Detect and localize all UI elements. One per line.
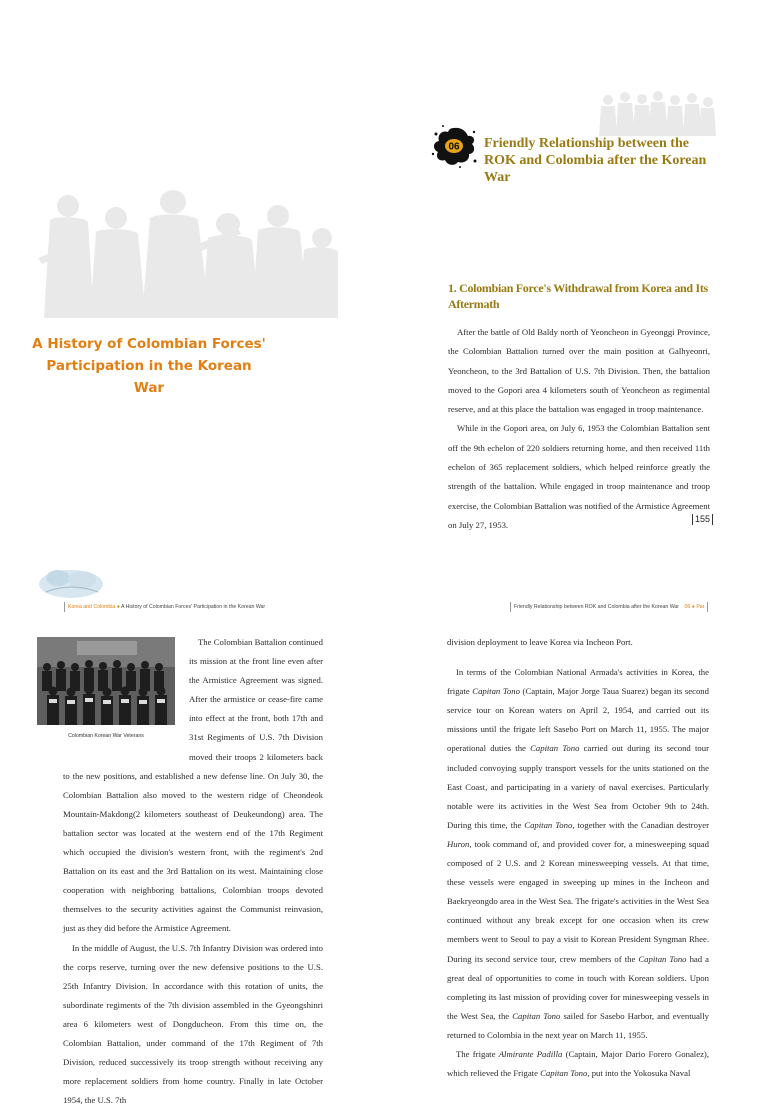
chapter-number: 06 <box>448 142 460 153</box>
running-header-right <box>510 602 708 612</box>
paragraph: In terms of the Colombian National Armada's activities in Korea, the frigate Capitan Tono (Captain, Major Jorge Taua Suarez) began its second service tour on Korean waters on April 2, 1954, and carried out its missions until the frigate left Sasebo Port on March 11, 1955. The major operational duties the Capitan Tono carried out during its second tour included convoying supply transport vessels for the units stationed on the East Coast, and participating in a variety of naval exercises. Particularly notable were its activities in the West Sea from October 9th to 24th. During this time, the Capitan Tono, together with the Canadian destroyer Huron, took command of, and provided cover for, a minesweeping squad composed of 2 U.S. and 2 Korean minesweeping vessels. At that time, these vessels were engaged in sweeping up mines in the Incheon and Baekryeongdo area in the West Sea. The frigate's activities in the West Sea continued without any break except for one occasion when its crew members went to Seoul to pay a visit to Korean President Syngman Rhee. During its second service tour, crew members of the Capitan Tono had a great deal of opportunities to come in touch with Korean soldiers. Upon completing its last mission of providing cover for minesweeping vessels in the West Sea, the Capitan Tono sailed for Sasebo Harbor, and eventually returned to Colombia in the next year on March 11, 1955. <box>447 663 709 1045</box>
paragraph: In the middle of August, the U.S. 7th Infantry Division was ordered into the corps reserve, turning over the new defensive positions to the U.S. 25th Infantry Division. In accordance with this rotation of units, the subordinate regiments of the 7th division assembled in the Gyeongshinri area 6 kilometers west of Dongducheon. From this time on, the Colombian Battalion, under command of the 17th Regiment of 7th Division, reduced successively its troop strength without receiving any more replacement soldiers from home country. Finally in late October 1954, the U.S. 7th <box>63 939 323 1110</box>
soldiers-silhouette-large <box>38 188 338 318</box>
header-chapter-title: Friendly Relationship between ROK and Colombia after the Korean War <box>514 604 679 610</box>
book-title <box>30 333 268 399</box>
page-number: 155 <box>692 514 713 525</box>
header-chapter-number: 06 <box>684 604 690 610</box>
section-title: 1. Colombian Force's Withdrawal from Korea and Its Aftermath <box>448 280 713 312</box>
chapter-title: Friendly Relationship between the ROK and Colombia after the Korean War <box>484 135 714 186</box>
bullet-icon: ● <box>692 604 695 610</box>
bullet-icon: ● <box>117 604 120 610</box>
header-book-name: Korea and Colombia <box>68 604 115 610</box>
chapter-badge <box>430 124 478 168</box>
ink-splat-icon <box>430 124 478 168</box>
paragraph: The Colombian Battalion continued its mission at the front line even after the Armistice Agreement was signed. After the armistice or cease-fire came into effect at the front, both 17th and 31st Regiments of U.S. 7th Division moved their troops 2 kilometers back to the new positions, and established a new defense line. On July 30, the Colombian Battalion also moved to the western ridge of Cheondeok Mountain-Makdong(2 kilometers southeast of Deukeundong) area. The battalion sector was located at the western end of the 17th Regiment which occupied the division's western front, with the regiment's 2nd Battalion on its east and the 3rd Battalion on its west. Maintaining close cooperation with neighboring battalions, Colombian troops devoted themselves to the security activities against the Communist reinvasion, just as they did before the Armistice Agreement. <box>63 633 323 939</box>
photo-text-wrap-spacer <box>63 633 189 764</box>
photo-caption: Colombian Korean War Veterans <box>37 733 175 739</box>
paragraph: After the battle of Old Baldy north of Yeoncheon in Gyeonggi Province, the Colombian Battalion turned over the main position at Galhyeonri, Yeoncheon, to the 3rd Battalion of U.S. 7th Division. Then, the battalion moved to the Gopori area 4 kilometers south of Yeoncheon as regimental reserve, and at this place the battalion was engaged in troop maintenance. <box>448 323 710 419</box>
paragraph: The frigate Almirante Padilla (Captain, Major Dario Forero Gonalez), which relieved the Frigate Capitan Tono, put into the Yokosuka Naval <box>447 1045 709 1083</box>
paragraph: While in the Gopori area, on July 6, 1953 the Colombian Battalion sent off the 9th echelon of 220 soldiers returning home, and then received 11th echelon of 365 replacement soldiers, which helped reinforce greatly the strength of the battalion. While engaged in troop maintenance and troop exercise, the Colombian Battalion was notified of the Armistice Agreement on July 27, 1953. <box>448 419 710 535</box>
soldiers-silhouette-top <box>598 88 718 136</box>
snow-tree-decoration <box>36 562 106 602</box>
header-part-label: Par <box>696 604 704 610</box>
book-title-line-2: Participation in the Korean War <box>30 355 268 399</box>
body-text-bottom-left <box>63 633 323 1110</box>
header-book-subtitle: A History of Colombian Forces' Participation in the Korean War <box>121 604 265 610</box>
body-text-top <box>448 323 710 535</box>
running-header-left <box>64 602 265 612</box>
body-text-bottom-right <box>447 633 709 1083</box>
book-title-line-1: A History of Colombian Forces' <box>30 333 268 355</box>
paragraph: division deployment to leave Korea via Incheon Port. <box>447 633 709 652</box>
